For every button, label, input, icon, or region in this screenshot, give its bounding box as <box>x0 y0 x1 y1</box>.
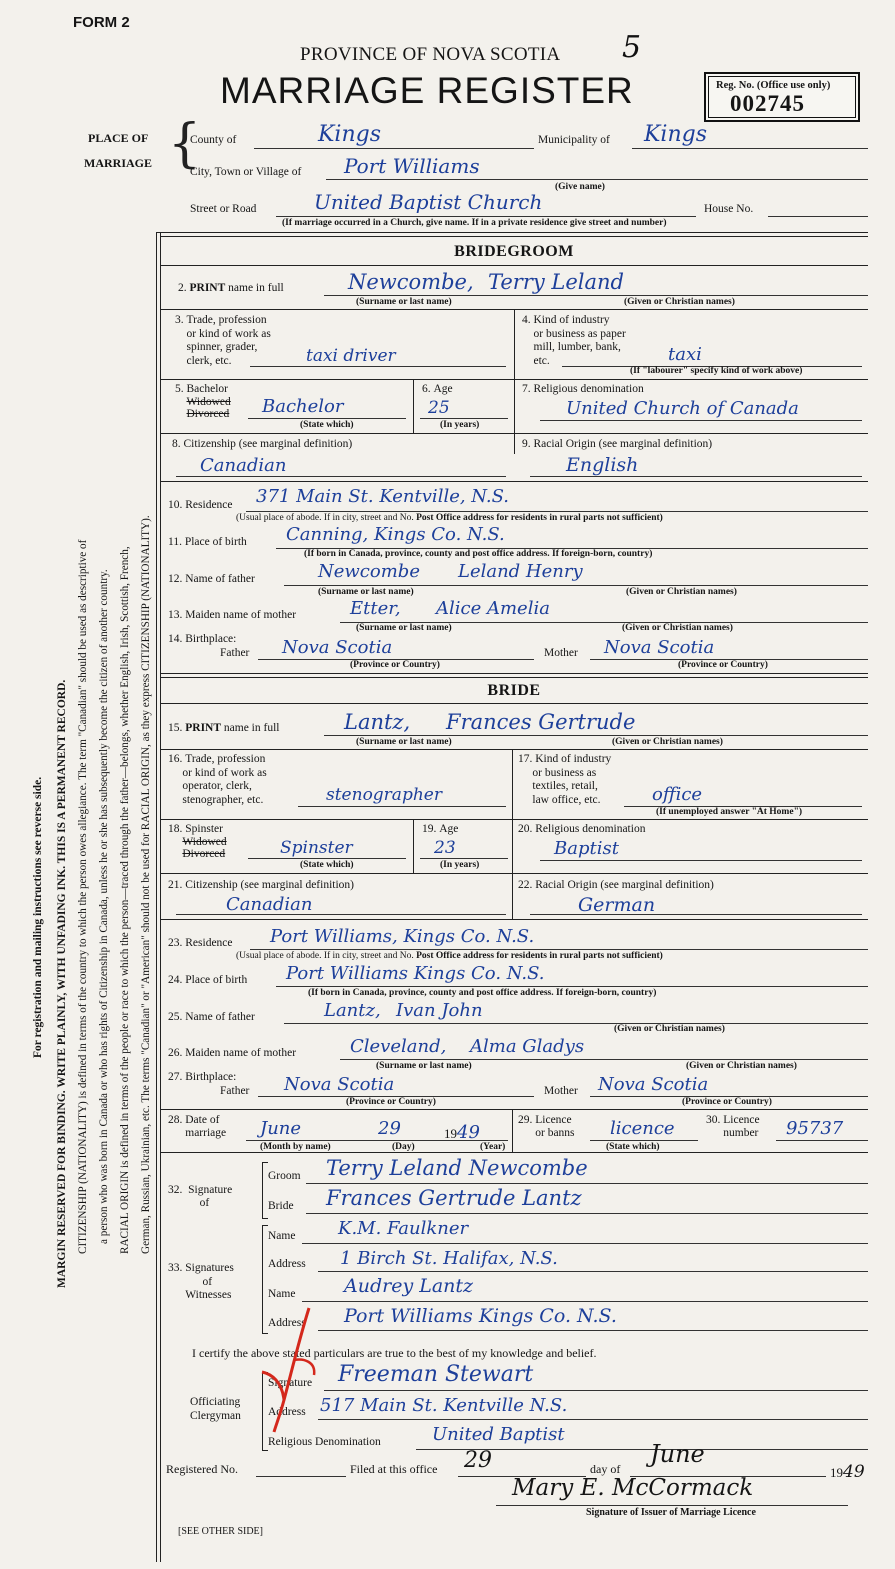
groom-trade-value: taxi driver <box>306 346 396 366</box>
groom-status-label: 5. Bachelor Widowed Divorced <box>175 383 231 420</box>
bride-racial-value: German <box>578 894 656 916</box>
filed-month: June <box>650 1440 705 1468</box>
bride-father-surname: Lantz, <box>324 1000 381 1021</box>
groom-signature: Terry Leland Newcombe <box>326 1156 588 1180</box>
city-label: City, Town or Village of <box>190 166 302 178</box>
red-check-mark-icon <box>254 1300 334 1440</box>
groom-birth-label: 11. Place of birth <box>168 536 247 548</box>
clergy-denomination: United Baptist <box>432 1424 565 1445</box>
wit1-address: 1 Birch St. Halifax, N.S. <box>340 1248 558 1269</box>
bride-father-given: Ivan John <box>396 1000 483 1021</box>
groom-birthplace-label: 14. Birthplace: <box>168 633 237 645</box>
day-of-label: day of <box>590 1462 621 1476</box>
bride-name-label: 15. PRINT name in full <box>168 722 280 734</box>
marriage-month: June <box>260 1118 302 1139</box>
bride-status-label: 18. Spinster Widowed Divorced <box>168 823 227 860</box>
bride-racial-label: 22. Racial Origin (see marginal definition) <box>518 879 714 891</box>
city-value: Port Williams <box>344 154 480 178</box>
bride-father-label: 25. Name of father <box>168 1011 255 1023</box>
reg-no-value: 002745 <box>730 91 805 116</box>
groom-trade-label: 3. Trade, profession or kind of work as spinner, grader, clerk, etc. <box>175 314 271 367</box>
see-other-side: [SEE OTHER SIDE] <box>178 1526 263 1537</box>
bride-age-value: 23 <box>434 838 456 858</box>
registered-no-label: Registered No. <box>166 1462 238 1476</box>
day-caption: (Day) <box>392 1142 415 1152</box>
groom-father-surname: Newcombe <box>318 561 420 582</box>
bride-given-names: Frances Gertrude <box>446 710 636 734</box>
marriage-label: MARRIAGE <box>84 156 152 170</box>
bride-surname: Lantz, <box>344 710 411 734</box>
bride-industry-value: office <box>652 784 703 805</box>
groom-birth-caption: (If born in Canada, province, county and post office address. If foreign-born, country) <box>304 549 653 559</box>
bride-trade-label: 16. Trade, profession or kind of work as operator, clerk, stenographer, etc. <box>168 753 267 806</box>
bride-residence-label: 23. Residence <box>168 937 233 949</box>
groom-citizenship-value: Canadian <box>200 455 287 476</box>
witness-label: 33. Signatures of Witnesses <box>168 1262 234 1301</box>
groom-mother-surname: Etter, <box>350 598 401 619</box>
bride-bp-mother-caption: (Province or Country) <box>682 1097 772 1107</box>
groom-surname: Newcombe, <box>348 270 474 294</box>
groom-bp-father-label: Father <box>220 647 250 659</box>
county-value: Kings <box>318 122 382 147</box>
groom-religion-label: 7. Religious denomination <box>522 383 644 395</box>
wit2-name: Audrey Lantz <box>344 1275 474 1297</box>
bride-mother-label: 26. Maiden name of mother <box>168 1047 297 1059</box>
form-label: FORM 2 <box>73 14 130 31</box>
wit2-address-label: Address <box>268 1317 306 1329</box>
groom-father-surname-caption: (Surname or last name) <box>318 587 414 597</box>
bride-mother-given-caption: (Given or Christian names) <box>686 1061 797 1071</box>
groom-father-given-caption: (Given or Christian names) <box>626 587 737 597</box>
side-instructions: For registration and mailing instructions see reverse side. <box>32 776 44 1058</box>
groom-age-label: 6. Age <box>422 383 453 395</box>
groom-mother-surname-caption: (Surname or last name) <box>356 623 452 633</box>
certify-statement: I certify the above stated particulars are true to the best of my knowledge and belief. <box>192 1346 597 1360</box>
bride-birth-value: Port Williams Kings Co. N.S. <box>286 963 545 984</box>
groom-mother-label: 13. Maiden name of mother <box>168 609 297 621</box>
bride-birth-caption: (If born in Canada, province, county and post office address. If foreign-born, country) <box>308 988 657 998</box>
clergy-signature: Freeman Stewart <box>338 1362 534 1387</box>
side-racial-def-2: German, Russian, Ukrainian, etc. The terms "Canadian" or "American" should not be used for RACIAL ORIGIN, as they express CITIZENSHIP (NATIONALITY). <box>140 515 152 1254</box>
bride-birthplace-label: 27. Birthplace: <box>168 1071 237 1083</box>
bride-status-caption: (State which) <box>300 860 354 870</box>
clergy-address: 517 Main St. Kentville N.S. <box>320 1395 568 1416</box>
groom-given-names: Terry Leland <box>488 270 624 294</box>
wit1-name-label: Name <box>268 1230 296 1242</box>
clergy-denom-label: Religious Denomination <box>268 1436 381 1448</box>
licence-caption: (State which) <box>606 1142 660 1152</box>
marriage-year: 1949 <box>444 1122 480 1143</box>
year-caption: (Year) <box>480 1142 506 1152</box>
bride-bp-mother-label: Mother <box>544 1085 578 1097</box>
side-margin-note: MARGIN RESERVED FOR BINDING. WRITE PLAINLY, WITH UNFADING INK. THIS IS A PERMANENT RECORD. <box>56 679 68 1288</box>
clergy-address-label: Address <box>268 1406 306 1418</box>
bride-industry-label: 17. Kind of industry or business as textiles, retail, law office, etc. <box>518 753 612 806</box>
groom-religion-value: United Church of Canada <box>566 398 799 419</box>
bride-bp-father-value: Nova Scotia <box>284 1074 395 1095</box>
bride-father-given-caption: (Given or Christian names) <box>614 1024 725 1034</box>
groom-industry-caption: (If "labourer" specify kind of work above) <box>630 366 803 376</box>
groom-sig-label: Groom <box>268 1170 301 1182</box>
groom-status-caption: (State which) <box>300 420 354 430</box>
groom-residence-label: 10. Residence <box>168 499 233 511</box>
groom-racial-value: English <box>566 454 639 476</box>
bride-residence-value: Port Williams, Kings Co. N.S. <box>270 926 535 947</box>
reg-no-label: Reg. No. (Office use only) <box>716 80 831 91</box>
groom-residence-value: 371 Main St. Kentville, N.S. <box>256 486 510 507</box>
groom-mother-given-caption: (Given or Christian names) <box>622 623 733 633</box>
filed-year: 1949 <box>830 1462 865 1482</box>
bride-age-label: 19. Age <box>422 823 459 835</box>
groom-surname-caption: (Surname or last name) <box>356 297 452 307</box>
groom-residence-caption: (Usual place of abode. If in city, street and No. Post Office address for residents in rural parts not sufficient) <box>236 513 663 523</box>
bridegroom-heading: BRIDEGROOM <box>454 243 574 260</box>
bride-mother-surname-caption: (Surname or last name) <box>376 1061 472 1071</box>
bride-signature: Frances Gertrude Lantz <box>326 1186 582 1210</box>
clergy-label: Officiating Clergyman <box>190 1396 241 1422</box>
side-racial-def-1: RACIAL ORIGIN is defined in terms of the people or race to which the person—traced through the father—belongs, whether English, Irish, Scottish, French, <box>119 546 131 1254</box>
filed-day: 29 <box>464 1448 492 1473</box>
bride-residence-caption: (Usual place of abode. If in city, street and No. Post Office address for residents in rural parts not sufficient) <box>236 951 663 961</box>
groom-racial-label: 9. Racial Origin (see marginal definition) <box>522 438 713 450</box>
street-label: Street or Road <box>190 203 257 215</box>
issuer-signature: Mary E. McCormack <box>512 1475 754 1501</box>
bride-bp-mother-value: Nova Scotia <box>598 1074 709 1095</box>
wit1-name: K.M. Faulkner <box>338 1218 469 1239</box>
municipality-label: Municipality of <box>538 134 610 146</box>
bride-industry-caption: (If unemployed answer "At Home") <box>656 807 803 817</box>
province-heading: PROVINCE OF NOVA SCOTIA <box>300 44 561 65</box>
bride-surname-caption: (Surname or last name) <box>356 737 452 747</box>
side-citizenship-def-2: a person who was born in Canada or who has rights of Citizenship in Canada, unless he or she has subsequently become the citizen of another country. <box>98 569 110 1244</box>
bride-mother-given: Alma Gladys <box>470 1036 585 1057</box>
bride-age-caption: (In years) <box>440 860 480 870</box>
clergy-sig-label: Signature <box>268 1377 313 1389</box>
groom-father-given: Leland Henry <box>458 561 583 582</box>
bride-bp-father-caption: (Province or Country) <box>346 1097 436 1107</box>
bride-citizenship-label: 21. Citizenship (see marginal definition) <box>168 879 354 891</box>
groom-bp-mother-caption: (Province or Country) <box>678 660 768 670</box>
month-caption: (Month by name) <box>260 1142 331 1152</box>
bride-given-caption: (Given or Christian names) <box>612 737 723 747</box>
groom-age-caption: (In years) <box>440 420 480 430</box>
municipality-value: Kings <box>644 122 708 147</box>
wit2-name-label: Name <box>268 1288 296 1300</box>
bride-bp-father-label: Father <box>220 1085 250 1097</box>
give-name-caption: (Give name) <box>555 182 605 192</box>
groom-given-caption: (Given or Christian names) <box>624 297 735 307</box>
place-brace-icon: { <box>168 114 202 174</box>
bride-birth-label: 24. Place of birth <box>168 974 248 986</box>
side-citizenship-def-1: CITIZENSHIP (NATIONALITY) is defined in terms of the country to which the person owes allegiance. The term "Canadian" should be used as descriptive of <box>77 539 89 1254</box>
bride-heading: BRIDE <box>487 682 541 699</box>
bride-mother-surname: Cleveland, <box>350 1036 447 1057</box>
street-caption: (If marriage occurred in a Church, give name. If in a private residence give street and number) <box>282 218 667 228</box>
groom-industry-value: taxi <box>668 344 702 365</box>
bride-status-value: Spinster <box>280 838 353 858</box>
house-label: House No. <box>704 203 754 215</box>
street-value: United Baptist Church <box>314 190 543 214</box>
groom-mother-given: Alice Amelia <box>436 598 550 619</box>
place-of-label: PLACE OF <box>88 131 149 145</box>
county-label: County of <box>190 134 237 146</box>
licence-label: 29. Licence or banns <box>518 1114 575 1139</box>
corner-mark: 5 <box>622 30 642 65</box>
bride-religion-value: Baptist <box>554 838 619 859</box>
groom-father-label: 12. Name of father <box>168 573 255 585</box>
groom-birth-value: Canning, Kings Co. N.S. <box>286 524 505 545</box>
wit1-address-label: Address <box>268 1258 306 1270</box>
issuer-caption: Signature of Issuer of Marriage Licence <box>586 1507 756 1518</box>
bride-citizenship-value: Canadian <box>226 894 313 915</box>
groom-status-value: Bachelor <box>262 396 344 417</box>
groom-age-value: 25 <box>428 398 450 418</box>
document-title: MARRIAGE REGISTER <box>220 70 634 111</box>
licence-value: licence <box>610 1118 675 1139</box>
filed-label: Filed at this office <box>350 1462 438 1476</box>
licence-number-label: 30. Licence number <box>706 1114 760 1139</box>
date-label: 28. Date of marriage <box>168 1114 227 1139</box>
sig-label: 32. Signature of <box>168 1184 233 1209</box>
groom-name-label: 2. PRINT name in full <box>178 282 284 294</box>
groom-citizenship-label: 8. Citizenship (see marginal definition) <box>172 438 353 450</box>
licence-number-value: 95737 <box>786 1118 844 1139</box>
groom-bp-father-caption: (Province or Country) <box>350 660 440 670</box>
groom-bp-mother-value: Nova Scotia <box>604 637 715 658</box>
marriage-day: 29 <box>378 1118 401 1139</box>
groom-bp-father-value: Nova Scotia <box>282 637 393 658</box>
wit2-address: Port Williams Kings Co. N.S. <box>344 1305 617 1327</box>
reg-no-box <box>704 72 860 122</box>
bride-religion-label: 20. Religious denomination <box>518 823 646 835</box>
groom-bp-mother-label: Mother <box>544 647 578 659</box>
bride-sig-label: Bride <box>268 1200 294 1212</box>
bride-trade-value: stenographer <box>326 785 442 805</box>
groom-industry-label: 4. Kind of industry or business as paper mill, lumber, bank, etc. <box>522 314 626 367</box>
